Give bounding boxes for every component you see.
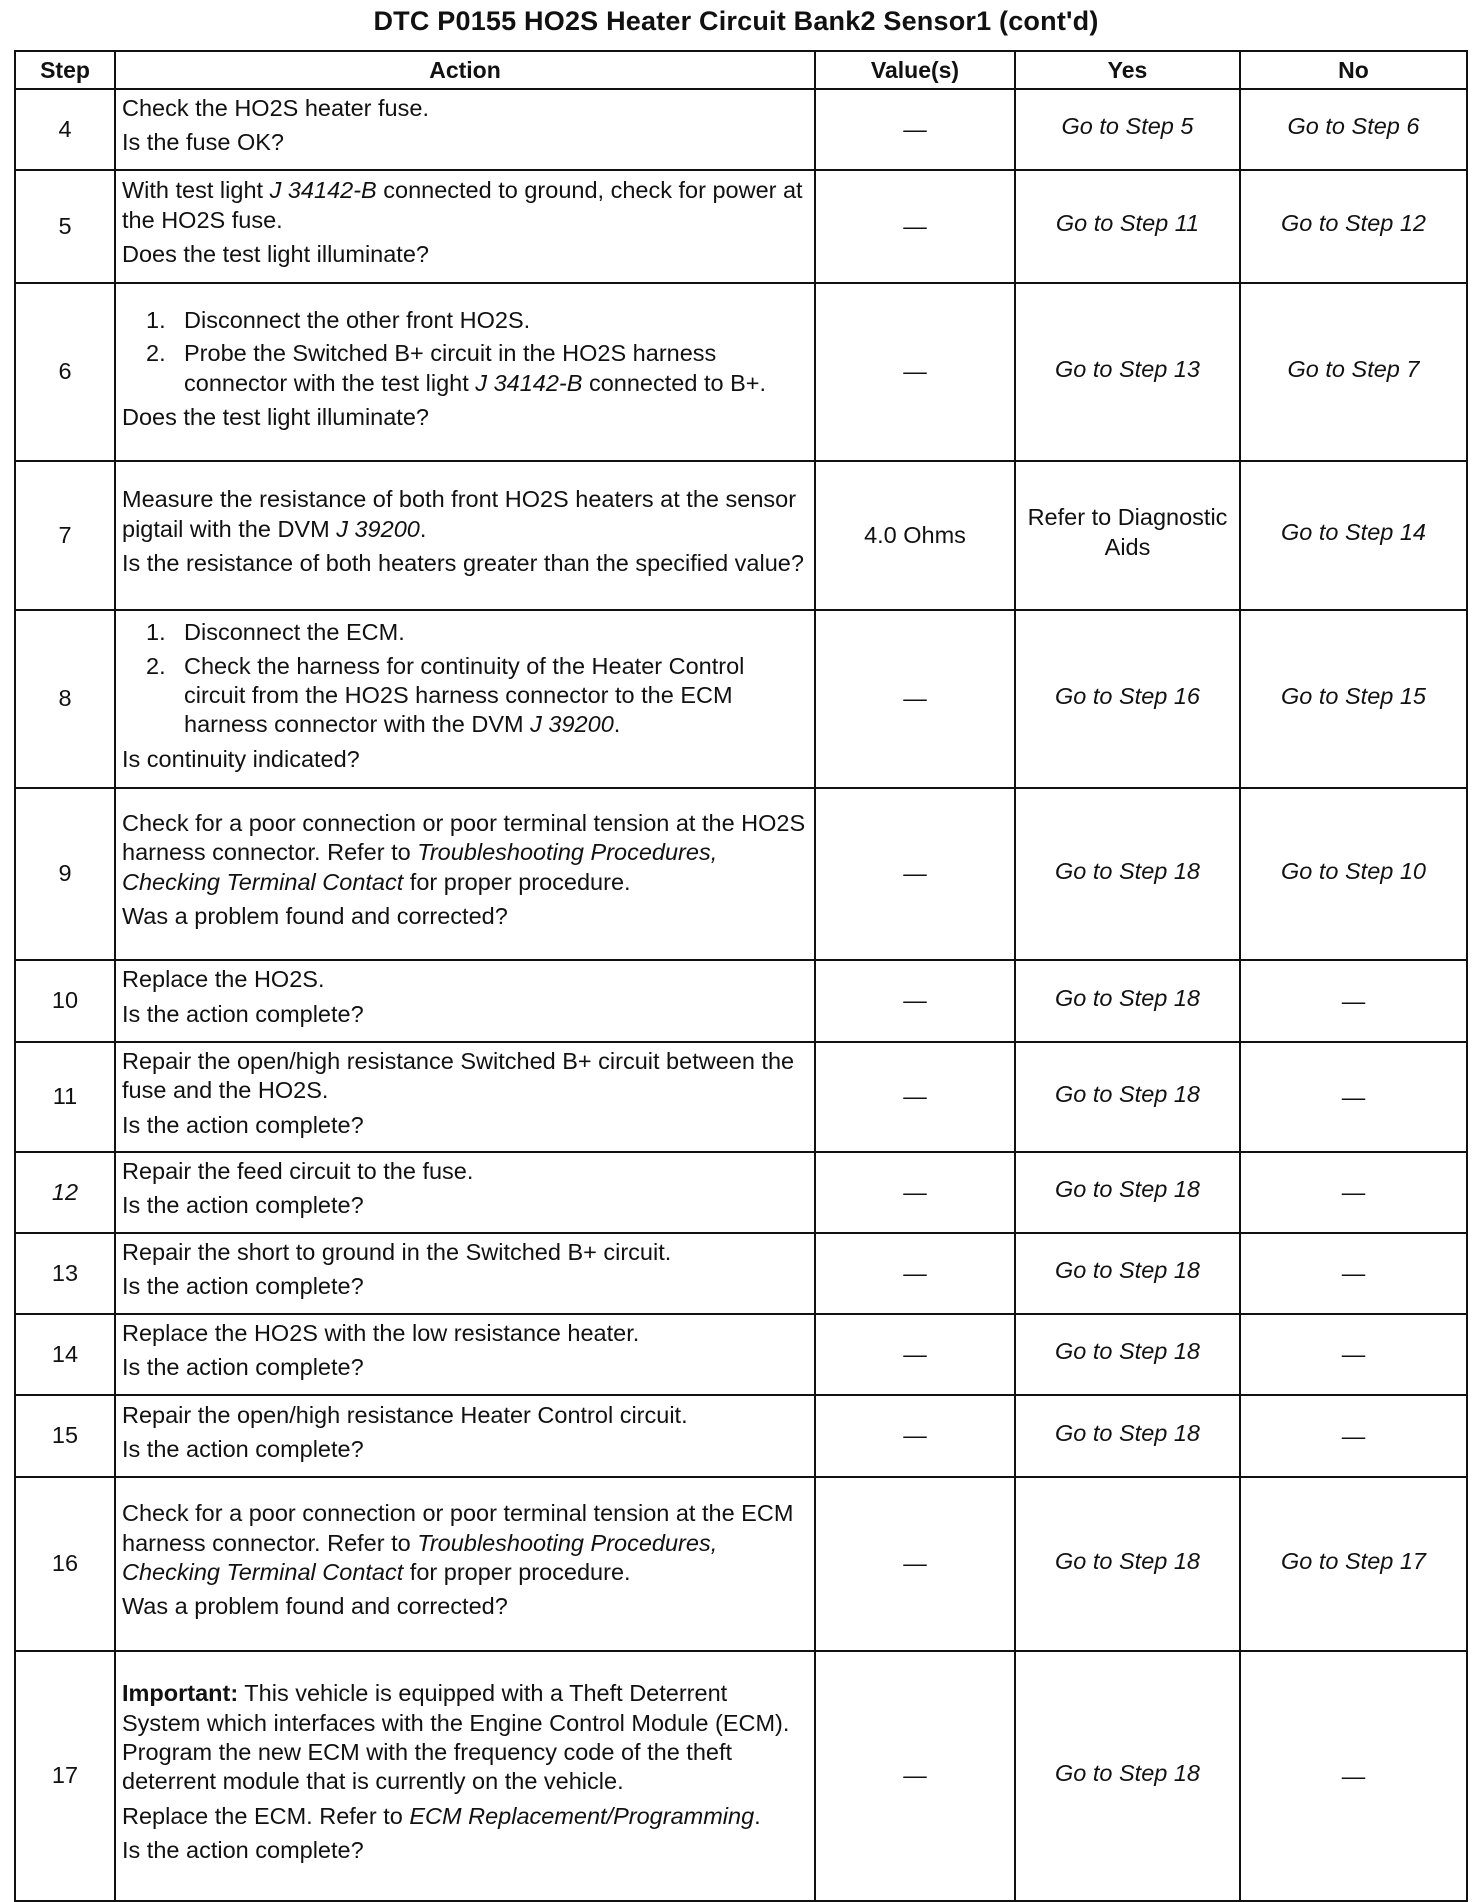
table-row: [15, 610, 1467, 788]
step-number: 16: [15, 1477, 115, 1651]
action-text: Replace the HO2S.: [122, 966, 325, 993]
action-cell: [115, 788, 815, 960]
action-cell: [115, 1651, 815, 1901]
action-text: Replace the ECM. Refer to ECM Replacement/Programming.: [122, 1802, 761, 1829]
action-question: Is continuity indicated?: [122, 745, 360, 772]
value-cell: —: [815, 610, 1015, 788]
value-cell: —: [815, 788, 1015, 960]
diagnostic-table: [14, 50, 1468, 1902]
table-header-row: [15, 51, 1467, 89]
action-cell: [115, 283, 815, 461]
step-number: 4: [15, 89, 115, 170]
no-cell: Go to Step 17: [1240, 1477, 1467, 1651]
no-cell: Go to Step 10: [1240, 788, 1467, 960]
action-text: Check the HO2S heater fuse.: [122, 95, 429, 121]
action-text: With test light J 34142-B connected to ground, check for power at the HO2S fuse.: [122, 177, 803, 233]
action-cell: [115, 1314, 815, 1395]
numbered-step-text: Disconnect the ECM.: [184, 619, 405, 646]
action-text: Repair the short to ground in the Switched B+ circuit.: [122, 1239, 672, 1265]
yes-cell: Go to Step 18: [1015, 1152, 1240, 1233]
value-cell: 4.0 Ohms: [815, 461, 1015, 610]
yes-cell: Go to Step 18: [1015, 960, 1240, 1042]
step-number: 12: [15, 1152, 115, 1233]
action-question: Is the action complete?: [122, 1273, 364, 1300]
table-row: [15, 960, 1467, 1042]
action-cell: [115, 1395, 815, 1477]
action-cell: [115, 610, 815, 788]
no-cell: —: [1240, 960, 1467, 1042]
action-question: Is the action complete?: [122, 1435, 364, 1462]
action-question: Is the action complete?: [122, 1837, 364, 1864]
numbered-step-text: Disconnect the other front HO2S.: [184, 307, 531, 333]
no-cell: —: [1240, 1152, 1467, 1233]
action-question: Is the action complete?: [122, 1354, 364, 1381]
column-header-no: No: [1240, 51, 1467, 89]
column-header-step: Step: [15, 51, 115, 89]
action-text: Check for a poor connection or poor terminal tension at the HO2S harness connector. Refer to Troubleshooting Procedures, Checking Terminal Contact for proper procedure.: [122, 810, 806, 895]
column-header-values: Value(s): [815, 51, 1015, 89]
yes-cell: Go to Step 18: [1015, 1233, 1240, 1314]
yes-cell: Go to Step 18: [1015, 1314, 1240, 1395]
action-cell: [115, 960, 815, 1042]
value-cell: —: [815, 1233, 1015, 1314]
table-row: [15, 170, 1467, 283]
no-cell: Go to Step 15: [1240, 610, 1467, 788]
value-cell: —: [815, 1395, 1015, 1477]
yes-cell: Refer to Diagnostic Aids: [1015, 461, 1240, 610]
important-text: This vehicle is equipped with a Theft Deterrent System which interfaces with the Engine Control Module (ECM). Program the new ECM with the frequency code of the theft deterrent module that is currently on the vehicle.: [122, 1680, 790, 1795]
step-number: 5: [15, 170, 115, 283]
table-row: [15, 461, 1467, 610]
action-cell: [115, 1152, 815, 1233]
value-cell: —: [815, 1152, 1015, 1233]
no-cell: Go to Step 12: [1240, 170, 1467, 283]
column-header-action: Action: [115, 51, 815, 89]
numbered-step-text: Probe the Switched B+ circuit in the HO2S harness connector with the test light J 34142-B connected to B+.: [184, 340, 766, 396]
important-note: [122, 1679, 806, 1797]
step-number: 17: [15, 1651, 115, 1901]
action-cell: [115, 461, 815, 610]
numbered-step: 2. Check the harness for continuity of the Heater Control circuit from the HO2S harness connector to the ECM harness connector with the DVM J 39200.: [146, 652, 806, 740]
step-number: 15: [15, 1395, 115, 1477]
yes-cell: Go to Step 18: [1015, 1042, 1240, 1152]
no-cell: —: [1240, 1042, 1467, 1152]
action-text: Repair the open/high resistance Heater Control circuit.: [122, 1401, 688, 1428]
table-row: [15, 1395, 1467, 1477]
yes-cell: Go to Step 11: [1015, 170, 1240, 283]
table-row: [15, 1477, 1467, 1651]
action-cell: [115, 1042, 815, 1152]
yes-cell: Go to Step 13: [1015, 283, 1240, 461]
table-row: [15, 1651, 1467, 1901]
action-text: Check for a poor connection or poor terminal tension at the ECM harness connector. Refer to Troubleshooting Procedures, Checking Terminal Contact for proper procedure.: [122, 1500, 794, 1585]
no-cell: —: [1240, 1233, 1467, 1314]
numbered-step: 2. Probe the Switched B+ circuit in the HO2S harness connector with the test light J 34142-B connected to B+.: [146, 339, 806, 398]
value-cell: —: [815, 1042, 1015, 1152]
value-cell: —: [815, 170, 1015, 283]
page-title: DTC P0155 HO2S Heater Circuit Bank2 Sensor1 (cont'd): [373, 6, 1099, 36]
action-text: Repair the feed circuit to the fuse.: [122, 1158, 474, 1184]
yes-cell: Go to Step 18: [1015, 1477, 1240, 1651]
numbered-step-text: Check the harness for continuity of the Heater Control circuit from the HO2S harness connector to the ECM harness connector with the DVM J 39200.: [184, 652, 745, 738]
action-cell: [115, 1233, 815, 1314]
action-question: Was a problem found and corrected?: [122, 903, 508, 930]
action-question: Is the resistance of both heaters greater than the specified value?: [122, 549, 804, 576]
action-text: Repair the open/high resistance Switched B+ circuit between the fuse and the HO2S.: [122, 1047, 795, 1104]
action-question: Is the fuse OK?: [122, 129, 284, 156]
table-row: [15, 1314, 1467, 1395]
value-cell: —: [815, 1651, 1015, 1901]
step-number: 7: [15, 461, 115, 610]
table-row: [15, 283, 1467, 461]
table-row: [15, 1152, 1467, 1233]
no-cell: Go to Step 14: [1240, 461, 1467, 610]
table-row: [15, 1233, 1467, 1314]
step-number: 6: [15, 283, 115, 461]
column-header-yes: Yes: [1015, 51, 1240, 89]
action-text: Replace the HO2S with the low resistance heater.: [122, 1320, 640, 1346]
value-cell: —: [815, 1477, 1015, 1651]
no-cell: —: [1240, 1651, 1467, 1901]
value-cell: —: [815, 89, 1015, 170]
value-cell: —: [815, 283, 1015, 461]
step-number: 14: [15, 1314, 115, 1395]
step-number: 11: [15, 1042, 115, 1152]
action-cell: [115, 170, 815, 283]
action-question: Does the test light illuminate?: [122, 404, 429, 431]
action-text: Measure the resistance of both front HO2S heaters at the sensor pigtail with the DVM J 39200.: [122, 486, 797, 542]
table-row: [15, 1042, 1467, 1152]
action-question: Was a problem found and corrected?: [122, 1593, 508, 1620]
step-number: 10: [15, 960, 115, 1042]
table-row: [15, 788, 1467, 960]
numbered-step: 1. Disconnect the other front HO2S.: [146, 306, 806, 335]
yes-cell: Go to Step 18: [1015, 1395, 1240, 1477]
action-question: Is the action complete?: [122, 1000, 364, 1027]
value-cell: —: [815, 960, 1015, 1042]
table-row: [15, 89, 1467, 170]
numbered-step: 1. Disconnect the ECM.: [146, 618, 806, 647]
yes-cell: Go to Step 5: [1015, 89, 1240, 170]
no-cell: Go to Step 6: [1240, 89, 1467, 170]
yes-cell: Go to Step 18: [1015, 1651, 1240, 1901]
step-number: 8: [15, 610, 115, 788]
important-label: Important:: [122, 1680, 239, 1707]
yes-cell: Go to Step 16: [1015, 610, 1240, 788]
yes-cell: Go to Step 18: [1015, 788, 1240, 960]
value-cell: —: [815, 1314, 1015, 1395]
no-cell: —: [1240, 1314, 1467, 1395]
action-cell: [115, 89, 815, 170]
action-question: Is the action complete?: [122, 1111, 364, 1138]
step-number: 9: [15, 788, 115, 960]
action-question: Does the test light illuminate?: [122, 240, 429, 267]
action-question: Is the action complete?: [122, 1192, 364, 1219]
action-cell: [115, 1477, 815, 1651]
step-number: 13: [15, 1233, 115, 1314]
no-cell: Go to Step 7: [1240, 283, 1467, 461]
no-cell: —: [1240, 1395, 1467, 1477]
